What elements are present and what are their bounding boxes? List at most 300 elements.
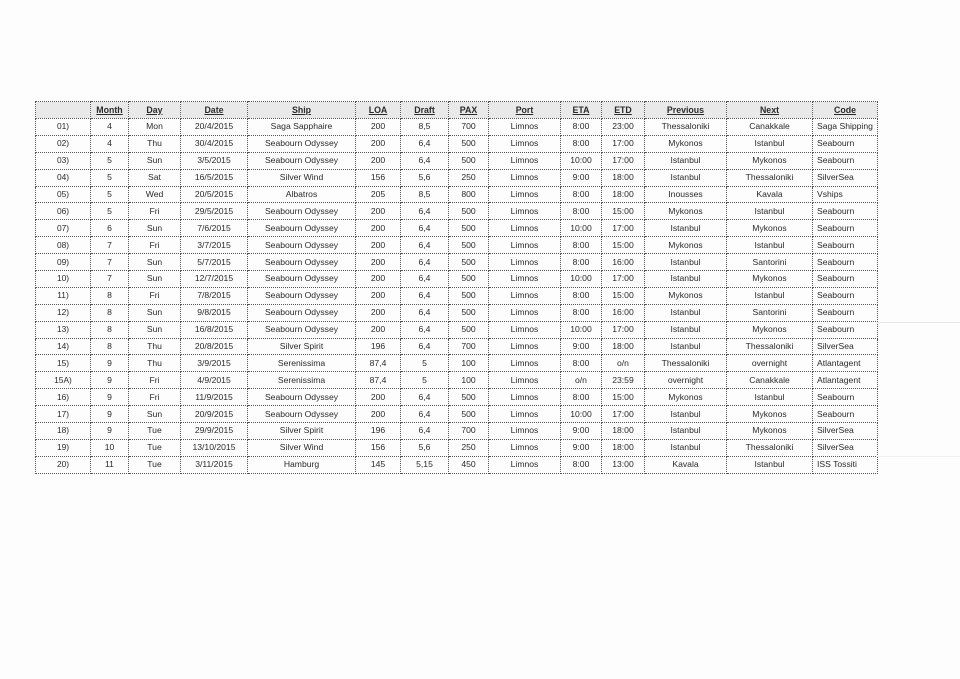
cell-etd: 15:00 <box>602 237 645 254</box>
cell-pax: 500 <box>449 135 489 152</box>
header-pax: PAX <box>449 102 489 119</box>
cell-day: Fri <box>129 203 181 220</box>
cell-eta: 8:00 <box>561 254 602 271</box>
cell-month: 5 <box>91 186 129 203</box>
cell-port: Limnos <box>489 389 561 406</box>
cell-etd: 23:59 <box>602 372 645 389</box>
cruise-schedule-table <box>35 101 878 474</box>
cell-date: 7/8/2015 <box>181 287 248 304</box>
cell-pax: 500 <box>449 152 489 169</box>
cell-previous: Istanbul <box>645 152 727 169</box>
cell-day: Sun <box>129 152 181 169</box>
cell-month: 8 <box>91 321 129 338</box>
cell-previous: Mykonos <box>645 389 727 406</box>
cell-previous: Mykonos <box>645 287 727 304</box>
cell-index: 11) <box>36 287 91 304</box>
cell-month: 7 <box>91 254 129 271</box>
cell-month: 8 <box>91 287 129 304</box>
cell-next: overnight <box>727 355 813 372</box>
table-row <box>36 152 878 169</box>
cell-port: Limnos <box>489 254 561 271</box>
cell-eta: 8:00 <box>561 287 602 304</box>
cell-day: Sun <box>129 304 181 321</box>
cell-eta: 8:00 <box>561 389 602 406</box>
cell-code: Seabourn <box>813 203 878 220</box>
cell-ship: Serenissima <box>248 372 356 389</box>
cell-index: 17) <box>36 406 91 423</box>
cell-pax: 500 <box>449 237 489 254</box>
table-row <box>36 271 878 288</box>
cell-loa: 200 <box>356 135 401 152</box>
cell-previous: Istanbul <box>645 423 727 440</box>
cell-ship: Seabourn Odyssey <box>248 254 356 271</box>
cell-pax: 500 <box>449 406 489 423</box>
cell-code: Seabourn <box>813 406 878 423</box>
cell-loa: 156 <box>356 439 401 456</box>
cell-loa: 200 <box>356 152 401 169</box>
cell-etd: 18:00 <box>602 186 645 203</box>
cell-day: Fri <box>129 372 181 389</box>
cell-month: 10 <box>91 439 129 456</box>
cell-index: 06) <box>36 203 91 220</box>
cell-code: Seabourn <box>813 152 878 169</box>
cell-draft: 5 <box>401 372 449 389</box>
cell-etd: 17:00 <box>602 135 645 152</box>
cell-code: SilverSea <box>813 169 878 186</box>
cell-month: 8 <box>91 338 129 355</box>
cell-date: 30/4/2015 <box>181 135 248 152</box>
cell-code: Seabourn <box>813 254 878 271</box>
cell-etd: 15:00 <box>602 389 645 406</box>
cell-previous: Mykonos <box>645 135 727 152</box>
cell-ship: Seabourn Odyssey <box>248 389 356 406</box>
cell-eta: 10:00 <box>561 271 602 288</box>
cell-previous: Istanbul <box>645 439 727 456</box>
cell-next: Istanbul <box>727 203 813 220</box>
cell-index: 14) <box>36 338 91 355</box>
cell-draft: 6,4 <box>401 321 449 338</box>
cell-date: 29/5/2015 <box>181 203 248 220</box>
cell-pax: 500 <box>449 321 489 338</box>
cell-code: Seabourn <box>813 237 878 254</box>
cell-port: Limnos <box>489 304 561 321</box>
cell-day: Sun <box>129 271 181 288</box>
table-row <box>36 456 878 473</box>
cell-month: 4 <box>91 119 129 136</box>
cell-code: Seabourn <box>813 304 878 321</box>
cell-month: 9 <box>91 423 129 440</box>
cell-next: Santorini <box>727 304 813 321</box>
cell-code: Saga Shipping <box>813 119 878 136</box>
cell-ship: Serenissima <box>248 355 356 372</box>
cell-draft: 6,4 <box>401 271 449 288</box>
cell-date: 4/9/2015 <box>181 372 248 389</box>
cell-etd: 18:00 <box>602 439 645 456</box>
table-row <box>36 135 878 152</box>
cell-ship: Seabourn Odyssey <box>248 203 356 220</box>
cell-next: Istanbul <box>727 389 813 406</box>
cell-code: Seabourn <box>813 220 878 237</box>
cell-etd: 15:00 <box>602 203 645 220</box>
cell-code: SilverSea <box>813 423 878 440</box>
cell-port: Limnos <box>489 372 561 389</box>
cell-etd: 17:00 <box>602 152 645 169</box>
cell-pax: 700 <box>449 338 489 355</box>
cell-day: Fri <box>129 237 181 254</box>
cell-month: 9 <box>91 355 129 372</box>
cell-previous: Kavala <box>645 456 727 473</box>
scan-artifact-line <box>876 456 960 457</box>
header-ship: Ship <box>248 102 356 119</box>
cell-etd: 13:00 <box>602 456 645 473</box>
cell-draft: 5,6 <box>401 439 449 456</box>
cell-pax: 250 <box>449 439 489 456</box>
cell-draft: 6,4 <box>401 406 449 423</box>
table-row <box>36 186 878 203</box>
cell-day: Wed <box>129 186 181 203</box>
cell-index: 16) <box>36 389 91 406</box>
cell-ship: Seabourn Odyssey <box>248 271 356 288</box>
cell-date: 3/7/2015 <box>181 237 248 254</box>
cell-month: 4 <box>91 135 129 152</box>
cell-loa: 196 <box>356 338 401 355</box>
cell-pax: 700 <box>449 423 489 440</box>
cell-eta: 8:00 <box>561 119 602 136</box>
cell-loa: 200 <box>356 203 401 220</box>
cell-next: Mykonos <box>727 220 813 237</box>
cell-day: Thu <box>129 135 181 152</box>
cell-draft: 6,4 <box>401 287 449 304</box>
cell-pax: 500 <box>449 220 489 237</box>
cell-next: Mykonos <box>727 406 813 423</box>
cell-port: Limnos <box>489 186 561 203</box>
table-row <box>36 203 878 220</box>
cell-ship: Seabourn Odyssey <box>248 406 356 423</box>
cell-loa: 200 <box>356 406 401 423</box>
cell-date: 9/8/2015 <box>181 304 248 321</box>
cell-port: Limnos <box>489 169 561 186</box>
cell-eta: 10:00 <box>561 406 602 423</box>
cell-month: 9 <box>91 389 129 406</box>
cell-previous: Thessaloniki <box>645 355 727 372</box>
cell-loa: 200 <box>356 220 401 237</box>
cell-day: Sun <box>129 406 181 423</box>
cell-date: 20/5/2015 <box>181 186 248 203</box>
cell-pax: 800 <box>449 186 489 203</box>
cell-loa: 200 <box>356 389 401 406</box>
cell-month: 6 <box>91 220 129 237</box>
cell-etd: 17:00 <box>602 321 645 338</box>
header-code: Code <box>813 102 878 119</box>
cell-ship: Seabourn Odyssey <box>248 237 356 254</box>
table-row <box>36 220 878 237</box>
cell-eta: 8:00 <box>561 456 602 473</box>
cell-previous: Istanbul <box>645 321 727 338</box>
cell-month: 8 <box>91 304 129 321</box>
table-body <box>36 119 878 474</box>
cell-etd: 15:00 <box>602 287 645 304</box>
cell-index: 03) <box>36 152 91 169</box>
cell-eta: 10:00 <box>561 220 602 237</box>
cell-pax: 250 <box>449 169 489 186</box>
cell-port: Limnos <box>489 220 561 237</box>
header-loa: LOA <box>356 102 401 119</box>
cell-index: 02) <box>36 135 91 152</box>
cell-draft: 6,4 <box>401 152 449 169</box>
cell-next: Thessaloniki <box>727 169 813 186</box>
cell-etd: o/n <box>602 355 645 372</box>
table-row <box>36 439 878 456</box>
cell-draft: 6,4 <box>401 254 449 271</box>
cell-previous: Istanbul <box>645 304 727 321</box>
cell-ship: Silver Spirit <box>248 423 356 440</box>
cell-date: 20/9/2015 <box>181 406 248 423</box>
cell-index: 10) <box>36 271 91 288</box>
cell-month: 9 <box>91 406 129 423</box>
cell-ship: Saga Sapphaire <box>248 119 356 136</box>
cell-day: Fri <box>129 389 181 406</box>
cell-eta: 9:00 <box>561 423 602 440</box>
cell-month: 5 <box>91 152 129 169</box>
header-port: Port <box>489 102 561 119</box>
cell-etd: 17:00 <box>602 271 645 288</box>
header-draft: Draft <box>401 102 449 119</box>
cell-code: Vships <box>813 186 878 203</box>
table-row <box>36 287 878 304</box>
cell-eta: 9:00 <box>561 439 602 456</box>
cell-eta: o/n <box>561 372 602 389</box>
cell-eta: 10:00 <box>561 152 602 169</box>
cell-index: 18) <box>36 423 91 440</box>
cell-next: Canakkale <box>727 119 813 136</box>
cell-draft: 6,4 <box>401 338 449 355</box>
cell-ship: Albatros <box>248 186 356 203</box>
cell-next: Mykonos <box>727 271 813 288</box>
cell-day: Thu <box>129 338 181 355</box>
cell-etd: 16:00 <box>602 254 645 271</box>
cell-index: 20) <box>36 456 91 473</box>
cell-index: 15A) <box>36 372 91 389</box>
cell-ship: Silver Wind <box>248 439 356 456</box>
cell-day: Tue <box>129 423 181 440</box>
table-row <box>36 119 878 136</box>
cell-draft: 6,4 <box>401 203 449 220</box>
cell-pax: 500 <box>449 271 489 288</box>
header-date: Date <box>181 102 248 119</box>
table-row <box>36 169 878 186</box>
cell-previous: Istanbul <box>645 220 727 237</box>
cell-code: Seabourn <box>813 321 878 338</box>
cell-index: 05) <box>36 186 91 203</box>
cell-previous: Istanbul <box>645 271 727 288</box>
cell-loa: 200 <box>356 119 401 136</box>
cell-month: 5 <box>91 169 129 186</box>
cell-next: Istanbul <box>727 237 813 254</box>
cell-draft: 5,6 <box>401 169 449 186</box>
cell-port: Limnos <box>489 423 561 440</box>
cell-previous: Inousses <box>645 186 727 203</box>
cell-ship: Seabourn Odyssey <box>248 135 356 152</box>
cell-ship: Silver Spirit <box>248 338 356 355</box>
cell-next: Mykonos <box>727 423 813 440</box>
cell-next: Thessaloniki <box>727 439 813 456</box>
cell-pax: 450 <box>449 456 489 473</box>
cell-previous: Istanbul <box>645 406 727 423</box>
cell-etd: 18:00 <box>602 423 645 440</box>
cell-etd: 18:00 <box>602 338 645 355</box>
cell-loa: 156 <box>356 169 401 186</box>
cell-port: Limnos <box>489 237 561 254</box>
cell-draft: 8,5 <box>401 119 449 136</box>
cell-etd: 16:00 <box>602 304 645 321</box>
cell-etd: 17:00 <box>602 220 645 237</box>
cell-pax: 500 <box>449 287 489 304</box>
cell-loa: 200 <box>356 254 401 271</box>
cell-ship: Seabourn Odyssey <box>248 220 356 237</box>
table-row <box>36 321 878 338</box>
cell-port: Limnos <box>489 338 561 355</box>
cell-day: Sun <box>129 321 181 338</box>
cell-draft: 6,4 <box>401 304 449 321</box>
cell-etd: 18:00 <box>602 169 645 186</box>
cell-port: Limnos <box>489 321 561 338</box>
cell-index: 08) <box>36 237 91 254</box>
cell-next: Mykonos <box>727 321 813 338</box>
table-row <box>36 304 878 321</box>
cell-previous: Istanbul <box>645 169 727 186</box>
cell-previous: Istanbul <box>645 254 727 271</box>
cell-draft: 5 <box>401 355 449 372</box>
cell-loa: 196 <box>356 423 401 440</box>
cell-day: Sun <box>129 220 181 237</box>
cell-index: 04) <box>36 169 91 186</box>
cell-loa: 205 <box>356 186 401 203</box>
cell-code: ISS Tossiti <box>813 456 878 473</box>
cell-port: Limnos <box>489 135 561 152</box>
cell-date: 29/9/2015 <box>181 423 248 440</box>
cell-eta: 8:00 <box>561 135 602 152</box>
header-month: Month <box>91 102 129 119</box>
cell-day: Tue <box>129 439 181 456</box>
cell-pax: 500 <box>449 254 489 271</box>
table-row <box>36 338 878 355</box>
cell-code: Seabourn <box>813 135 878 152</box>
cell-eta: 8:00 <box>561 355 602 372</box>
cell-index: 19) <box>36 439 91 456</box>
cell-date: 13/10/2015 <box>181 439 248 456</box>
cell-previous: Mykonos <box>645 203 727 220</box>
cell-previous: overnight <box>645 372 727 389</box>
cell-loa: 200 <box>356 304 401 321</box>
table-row <box>36 423 878 440</box>
cell-draft: 6,4 <box>401 423 449 440</box>
cell-day: Mon <box>129 119 181 136</box>
cell-next: Canakkale <box>727 372 813 389</box>
cell-port: Limnos <box>489 203 561 220</box>
cell-eta: 10:00 <box>561 321 602 338</box>
cell-code: SilverSea <box>813 338 878 355</box>
cell-draft: 6,4 <box>401 220 449 237</box>
cell-previous: Thessaloniki <box>645 119 727 136</box>
cell-port: Limnos <box>489 355 561 372</box>
cell-draft: 5,15 <box>401 456 449 473</box>
cell-month: 5 <box>91 203 129 220</box>
cell-date: 16/5/2015 <box>181 169 248 186</box>
cell-port: Limnos <box>489 439 561 456</box>
cell-index: 07) <box>36 220 91 237</box>
cell-month: 7 <box>91 237 129 254</box>
cell-next: Kavala <box>727 186 813 203</box>
cell-pax: 500 <box>449 389 489 406</box>
header-etd: ETD <box>602 102 645 119</box>
cell-etd: 17:00 <box>602 406 645 423</box>
cell-month: 9 <box>91 372 129 389</box>
cell-pax: 500 <box>449 203 489 220</box>
cell-previous: Istanbul <box>645 338 727 355</box>
cell-day: Sun <box>129 254 181 271</box>
cell-day: Tue <box>129 456 181 473</box>
cell-ship: Seabourn Odyssey <box>248 321 356 338</box>
cell-code: Seabourn <box>813 271 878 288</box>
cell-previous: Mykonos <box>645 237 727 254</box>
cell-next: Istanbul <box>727 287 813 304</box>
cell-etd: 23:00 <box>602 119 645 136</box>
cell-port: Limnos <box>489 119 561 136</box>
cell-date: 20/4/2015 <box>181 119 248 136</box>
cell-date: 7/6/2015 <box>181 220 248 237</box>
cell-loa: 145 <box>356 456 401 473</box>
cell-next: Istanbul <box>727 456 813 473</box>
cell-day: Sat <box>129 169 181 186</box>
cell-pax: 100 <box>449 372 489 389</box>
scan-artifact-line <box>876 322 960 323</box>
cell-date: 5/7/2015 <box>181 254 248 271</box>
cell-code: Atlantagent <box>813 372 878 389</box>
cell-eta: 8:00 <box>561 203 602 220</box>
cell-index: 12) <box>36 304 91 321</box>
cell-day: Fri <box>129 287 181 304</box>
cell-pax: 100 <box>449 355 489 372</box>
table-row <box>36 389 878 406</box>
cell-day: Thu <box>129 355 181 372</box>
cell-date: 16/8/2015 <box>181 321 248 338</box>
table-row <box>36 254 878 271</box>
cell-next: Santorini <box>727 254 813 271</box>
cell-index: 13) <box>36 321 91 338</box>
cell-ship: Silver Wind <box>248 169 356 186</box>
cell-draft: 8,5 <box>401 186 449 203</box>
cell-eta: 9:00 <box>561 338 602 355</box>
cell-code: Seabourn <box>813 389 878 406</box>
cell-draft: 6,4 <box>401 135 449 152</box>
cell-month: 11 <box>91 456 129 473</box>
cell-draft: 6,4 <box>401 389 449 406</box>
cell-pax: 500 <box>449 304 489 321</box>
cell-date: 3/9/2015 <box>181 355 248 372</box>
cell-index: 01) <box>36 119 91 136</box>
cell-loa: 87,4 <box>356 355 401 372</box>
cell-ship: Hamburg <box>248 456 356 473</box>
cell-index: 09) <box>36 254 91 271</box>
cell-eta: 8:00 <box>561 186 602 203</box>
header-index <box>36 102 91 119</box>
cell-index: 15) <box>36 355 91 372</box>
cell-port: Limnos <box>489 456 561 473</box>
table-row <box>36 237 878 254</box>
cell-next: Thessaloniki <box>727 338 813 355</box>
cell-loa: 200 <box>356 321 401 338</box>
cell-next: Istanbul <box>727 135 813 152</box>
